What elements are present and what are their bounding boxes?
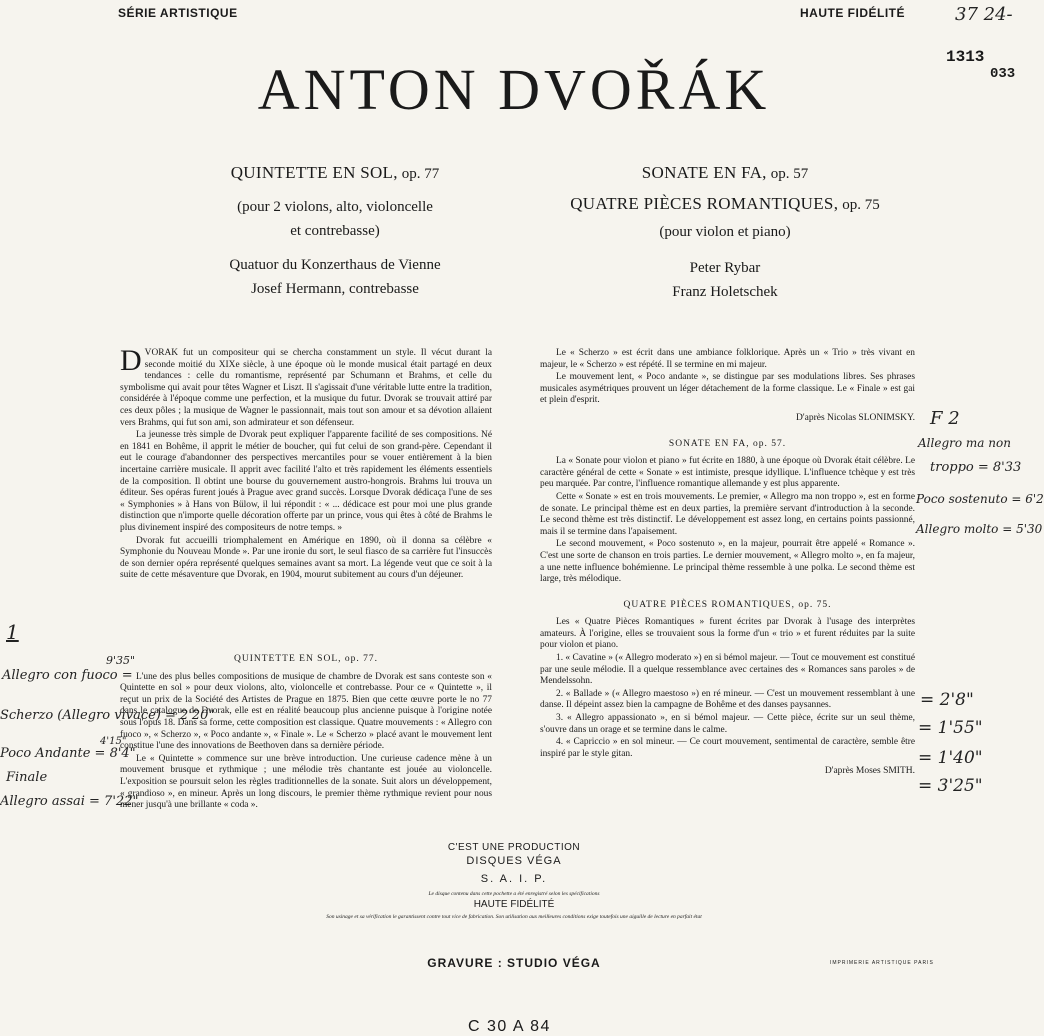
handwritten-sonata-mvt-2: Poco sostenuto = 6'2 (916, 492, 1044, 506)
pieces-paragraph-3: 3. « Allegro appassionato », en si bémol majeur. — Cette pièce, écrite sur un seul thème, s'ouvre dans un orage et se termine dans le calme. (540, 713, 915, 735)
quintet-opus: op. 77 (401, 166, 440, 182)
catalog-sub-number: 033 (990, 66, 1016, 82)
left-work-heading (140, 158, 530, 301)
hifi-footer-label: HAUTE FIDÉLITÉ (473, 899, 555, 910)
production-line-1: C'EST UNE PRODUCTION (447, 842, 581, 853)
handwritten-piece-4: = 3'25" (918, 776, 983, 796)
quintet-section-title: QUINTETTE EN SOL, op. 77. (234, 654, 378, 664)
quintet-title: QUINTETTE EN SOL, (230, 163, 398, 182)
handwritten-piece-2: = 1'55" (918, 718, 983, 738)
handwritten-movement-1: Allegro con fuoco = (2, 668, 133, 683)
sonata-title-line (520, 158, 930, 189)
handwritten-piece-1: = 2'8" (920, 690, 974, 710)
sonata-paragraph-3: Le second mouvement, « Poco sostenuto », en la majeur, pourrait être appelé « Romance ». C'est une sorte de chanson en trois parties. Le dernier mouvement, « Allegro molto », en fa majeur, a une nette influence bohémienne. Le principal thème ressemble à une polka. Le second thème est large, très mélodique. (540, 539, 915, 585)
sonata-paragraph-1: La « Sonate pour violon et piano » fut écrite en 1880, à une époque où Dvorak était célèbre. Le caractère général de cette « Sonate » est intimiste, presque idyllique. L'influence tchèque y est très peu marquée. Par contre, l'influence romantique allemande y est plus apparente. (540, 456, 915, 490)
handwritten-sonata-mvt-3: Allegro molto = 5'30 (916, 522, 1043, 536)
handwritten-movement-3: Poco Andante = 8'4" (0, 746, 136, 761)
quintet-performer-1: Quatuor du Konzerthaus de Vienne (229, 257, 441, 273)
pieces-section-title: QUATRE PIÈCES ROMANTIQUES, op. 75. (623, 599, 832, 610)
credit-slonimsky: D'après Nicolas SLONIMSKY. (796, 412, 915, 423)
printer-credit: IMPRIMERIE ARTISTIQUE PARIS (830, 960, 934, 966)
pieces-paragraph-4: 4. « Capriccio » en sol mineur. — Ce court mouvement, sentimental de caractère, semble être inspiré par le style gitan. (540, 737, 915, 759)
pieces-paragraph-1: 1. « Cavatine » (« Allegro moderato ») en si bémol majeur. — Tout ce mouvement est constitué par une seule mélodie. Il a quelque ressemblance avec certaines des « Romances sans paroles » de Mendelssohn. (540, 653, 915, 687)
pieces-title: QUATRE PIÈCES ROMANTIQUES, (570, 194, 839, 213)
fine-print-2: Son usinage et sa vérification le garantissent contre tout vice de fabrication. Son utilisation aux meilleures conditions exige toutefois une aiguille de lecture en parfait état (326, 914, 702, 920)
composer-title: ANTON DVOŘÁK (257, 57, 771, 122)
pieces-title-line (520, 189, 930, 220)
sonata-opus: op. 57 (770, 166, 809, 182)
handwritten-movement-2: Scherzo (Allegro vivace) = 2'20" (0, 708, 215, 723)
biography-paragraph-2: La jeunesse très simple de Dvorak peut expliquer l'apparente facilité de ses compositions. Né en 1841 en Bohême, il apprit le métier de boucher, qui fut celui de son grand-père. Cependant il eut le courage d'abandonner des perspectives mercantiles pour se vouer entièrement à la bien incertaine carrière musicale. Il apprit avec facilité l'alto et très rapidement les éléments essentiels de la composition. Il obtint une bourse du gouvernement austro-hongrois. Brahms lui trouva un éditeur. Ses opéras furent joués à Prague avec grand succès. Lorsque Dvorak dédicaça l'une de ses « Symphonies » à Hans von Bülow, il lui répondit : « ... dédicace est pour moi une plus grande distinction que n'importe quelle décoration offerte par un prince, vous qui êtes à côté de Brahms le plus divinement inspiré des compositeurs de notre temps. » (120, 430, 492, 533)
handwritten-side-1: 1 (6, 620, 19, 644)
handwritten-side-1-total: 9'35" (106, 654, 136, 667)
series-label: SÉRIE ARTISTIQUE (118, 6, 238, 20)
quintet-title-line (140, 158, 530, 189)
biography-paragraph-1 (120, 344, 492, 429)
engraving-credit: GRAVURE : STUDIO VÉGA (427, 956, 601, 970)
left-liner-notes (120, 344, 492, 583)
sonata-section-title: SONATE EN FA, op. 57. (668, 438, 787, 449)
quintet-notes (120, 648, 492, 813)
matrix-number: C 30 A 84 (468, 1018, 551, 1035)
fine-print-1: Le disque contenu dans cette pochette a été enregistré selon les spécifications (428, 891, 600, 897)
handwritten-top-note: 37 24- (955, 4, 1013, 25)
dropcap: D (120, 344, 142, 377)
right-performer-2: Franz Holetschek (672, 284, 778, 300)
handwritten-side-2: F 2 (930, 408, 960, 429)
handwritten-piece-3: = 1'40" (918, 748, 983, 768)
right-performer-1: Peter Rybar (689, 260, 761, 276)
right-instrumentation: (pour violon et piano) (659, 224, 791, 240)
sonata-title: SONATE EN FA, (641, 163, 767, 182)
credit-smith: D'après Moses SMITH. (824, 766, 915, 777)
scherzo-paragraph: Le « Scherzo » est écrit dans une ambiance folklorique. Après un « Trio » très vivant en majeur, le « Scherzo » est répété. Il se termine en mi majeur. (540, 348, 915, 370)
label-name: DISQUES VÉGA (466, 855, 562, 867)
biography-paragraph-3: Dvorak fut accueilli triomphalement en Amérique en 1890, où il donna sa célèbre « Symphonie du Nouveau Monde ». Par une ironie du sort, le seul fiasco de sa carrière fut l'insuccès de son dernier opéra représenté quelques semaines avant sa mort. La légende veut que ce soit à la suite de cette mésaventure que Dvorak, en 1904, mourut subitement au cours d'un déjeuner. (120, 535, 492, 581)
biography-text-1: VORAK fut un compositeur qui se chercha constamment un style. Il vécut durant la seconde moitié du XIXe siècle, à une époque où le monde musical était partagé en deux tendances : celle du romantisme, représenté par Schumann et Brahms, et celle du symbolisme qui avait pour têtes Wagner et Liszt. Il s'agissait d'une véritable lutte entre la tradition, considérée à l'époque comme une perfection, et la musique du futur. Dvorak se trouvait attiré par ces deux pôles ; la musique de Wagner le passionnait, mais tout son amour et sa dévotion allaient vers Brahms, qui fut son ami, son admirateur et son défenseur. (120, 348, 492, 428)
handwritten-movement-4: Finale (6, 770, 48, 785)
label-company: S. A. I. P. (480, 873, 548, 885)
right-work-heading (520, 158, 930, 304)
pieces-opus: op. 75 (842, 197, 880, 213)
andante-paragraph: Le mouvement lent, « Poco andante », se distingue par ses modulations libres. Ses phrases musicales asymétriques prouvent un léger détachement de la forme classique. Le « Finale » est gai et plein d'esprit. (540, 372, 915, 406)
quintet-instrumentation-2: et contrebasse) (290, 223, 380, 239)
catalog-number: 1313 (946, 48, 985, 66)
pieces-paragraph-2: 2. « Ballade » (« Allegro maestoso ») en ré mineur. — C'est un mouvement ressemblant à une danse. Il dépeint assez bien la campagne de Bohême et des danses paysannes. (540, 688, 915, 711)
handwritten-movement-5: Allegro assai = 7'22" (0, 794, 139, 809)
handwritten-movement-3b: 4'15" (100, 736, 127, 747)
production-credits (0, 842, 1028, 920)
quintet-paragraph-1: L'une des plus belles compositions de musique de chambre de Dvorak est sans conteste son « Quintette en sol » pour deux violons, alto, violoncelle et contrebasse. Pour ce « Quintette », il reçut un prix de la Société des Artistes de Prague en 1875. Bien que cette œuvre porte le no 77 dans le catalogue de Dvorak, elle est en réalité beaucoup plus ancienne puisque à l'origine notée sous l'opus 18. Dans sa forme, cette composition est classique. Quatre mouvements : « Allegro con fuoco », « Scherzo », « Poco andante », « Finale ». Le « Scherzo » placé avant le mouvement lent constitue l'une des innovations de Beethoven dans sa dernière période. (120, 671, 492, 752)
handwritten-sonata-mvt-1b: troppo = 8'33 (930, 460, 1022, 475)
sonata-paragraph-2: Cette « Sonate » est en trois mouvements. Le premier, « Allegro ma non troppo », est en forme de sonate. Le principal thème est en deux parties, la première servant d'introduction à la seconde. Le second thème est très distinctif. Le développement est assez long, en certains points passionné, mais il se termine dans l'apaisement. (540, 491, 915, 537)
pieces-paragraph-intro: Les « Quatre Pièces Romantiques » furent écrites par Dvorak à l'usage des interprètes amateurs. À l'origine, elles se trouvaient sous la forme d'un « trio » et furent réduites par la suite pour violon et piano. (540, 617, 915, 651)
quintet-performer-2: Josef Hermann, contrebasse (251, 281, 419, 297)
handwritten-sonata-mvt-1a: Allegro ma non (918, 436, 1011, 450)
hifi-label: HAUTE FIDÉLITÉ (800, 6, 905, 20)
right-liner-notes (540, 348, 915, 784)
quintet-paragraph-2: Le « Quintette » commence sur une brève introduction. Une curieuse cadence mène à un mouvement brusque et rythmique ; une mélodie très chantante est jouée au violoncelle. L'exposition se poursuit selon les règles traditionnelles de la sonate. Suit alors un développement, « grandioso », en mineur. Après un long discours, le premier thème rythmique revient pour nous mener jusqu'à une brillante « coda ». (120, 753, 492, 811)
quintet-instrumentation-1: (pour 2 violons, alto, violoncelle (237, 199, 433, 215)
